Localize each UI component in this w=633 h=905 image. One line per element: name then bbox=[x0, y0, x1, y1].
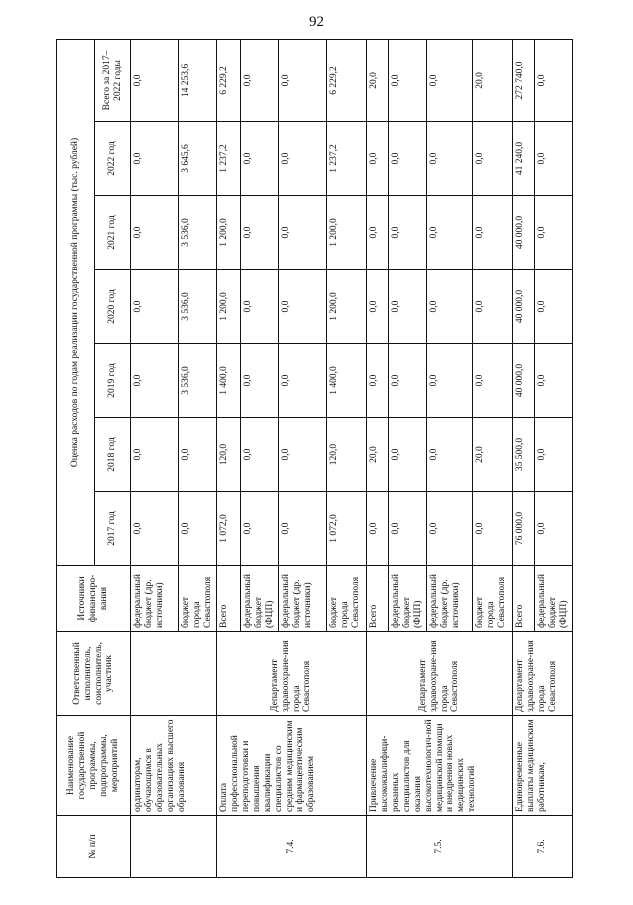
value-cell: 76 000,0 bbox=[513, 492, 535, 566]
value-cell: 3 645,6 bbox=[179, 122, 217, 196]
header-year-2019: 2019 год bbox=[95, 344, 131, 418]
value-cell: 1 400,0 bbox=[217, 344, 241, 418]
value-cell: 20,0 bbox=[367, 39, 389, 121]
row-executor bbox=[131, 632, 217, 716]
value-cell: 0,0 bbox=[389, 270, 427, 344]
value-cell: 20,0 bbox=[473, 39, 513, 121]
value-cell: 0,0 bbox=[427, 39, 473, 121]
value-cell: 272 740,0 bbox=[513, 39, 535, 121]
header-estimate: Оценка расходов по годам реализации государственной программы (тыс. рублей) bbox=[57, 39, 95, 565]
row-source: федеральный бюджет (ФЦП) bbox=[535, 566, 573, 632]
row-executor: Департамент здравоохране-ния города Севастополя bbox=[367, 632, 513, 716]
page-number: 92 bbox=[309, 14, 324, 30]
value-cell: 0,0 bbox=[131, 492, 179, 566]
row-name: ординаторам, обучающимся в образовательных организациях высшего образования bbox=[131, 716, 217, 816]
header-year-2022: 2022 год bbox=[95, 122, 131, 196]
budget-table bbox=[56, 39, 573, 878]
value-cell: 0,0 bbox=[279, 492, 327, 566]
value-cell: 0,0 bbox=[427, 122, 473, 196]
value-cell: 0,0 bbox=[279, 418, 327, 492]
header-executor: Ответственный исполнитель, соисполнитель, участник bbox=[57, 632, 131, 716]
row-name: Оплата профессиональной переподготовки и повышения квалификации специалистов со средним медицинским и фармацевтическим образованием bbox=[217, 716, 367, 816]
value-cell: 0,0 bbox=[179, 492, 217, 566]
value-cell: 0,0 bbox=[367, 196, 389, 270]
value-cell: 3 536,0 bbox=[179, 196, 217, 270]
row-source: Всего bbox=[513, 566, 535, 632]
value-cell: 0,0 bbox=[131, 418, 179, 492]
value-cell: 0,0 bbox=[241, 344, 279, 418]
value-cell: 0,0 bbox=[535, 39, 573, 121]
table-row bbox=[367, 39, 389, 877]
value-cell: 0,0 bbox=[241, 270, 279, 344]
value-cell: 0,0 bbox=[279, 196, 327, 270]
value-cell: 0,0 bbox=[535, 196, 573, 270]
header-year-2017: 2017 год bbox=[95, 492, 131, 566]
value-cell: 0,0 bbox=[427, 344, 473, 418]
value-cell: 0,0 bbox=[427, 270, 473, 344]
value-cell: 0,0 bbox=[473, 196, 513, 270]
value-cell: 0,0 bbox=[473, 270, 513, 344]
header-source: Источники финансиро-вания bbox=[57, 566, 131, 632]
value-cell: 0,0 bbox=[241, 492, 279, 566]
value-cell: 0,0 bbox=[279, 270, 327, 344]
header-no: № п/п bbox=[57, 816, 131, 878]
value-cell: 0,0 bbox=[241, 196, 279, 270]
value-cell: 1 200,0 bbox=[327, 270, 367, 344]
value-cell: 14 253,6 bbox=[179, 39, 217, 121]
value-cell: 120,0 bbox=[217, 418, 241, 492]
value-cell: 1 400,0 bbox=[327, 344, 367, 418]
value-cell: 20,0 bbox=[367, 418, 389, 492]
value-cell: 0,0 bbox=[367, 122, 389, 196]
value-cell: 0,0 bbox=[131, 39, 179, 121]
row-source: федеральный бюджет (ФЦП) bbox=[389, 566, 427, 632]
value-cell: 0,0 bbox=[389, 196, 427, 270]
row-number bbox=[131, 816, 217, 878]
rotated-table-wrapper bbox=[56, 40, 569, 878]
value-cell: 0,0 bbox=[427, 196, 473, 270]
value-cell: 41 240,0 bbox=[513, 122, 535, 196]
value-cell: 0,0 bbox=[535, 122, 573, 196]
value-cell: 40 000,0 bbox=[513, 344, 535, 418]
value-cell: 1 237,2 bbox=[217, 122, 241, 196]
value-cell: 0,0 bbox=[389, 492, 427, 566]
value-cell: 120,0 bbox=[327, 418, 367, 492]
row-source: Всего bbox=[367, 566, 389, 632]
header-year-2020: 2020 год bbox=[95, 270, 131, 344]
value-cell: 0,0 bbox=[535, 270, 573, 344]
row-source: федеральный бюджет (ФЦП) bbox=[241, 566, 279, 632]
header-total: Всего за 2017–2022 годы bbox=[95, 39, 131, 121]
value-cell: 0,0 bbox=[473, 492, 513, 566]
row-source: федеральный бюджет (др. источники) bbox=[427, 566, 473, 632]
value-cell: 0,0 bbox=[367, 344, 389, 418]
row-source: федеральный бюджет (др. источники) bbox=[131, 566, 179, 632]
value-cell: 0,0 bbox=[389, 418, 427, 492]
header-year-2021: 2021 год bbox=[95, 196, 131, 270]
value-cell: 0,0 bbox=[279, 344, 327, 418]
value-cell: 0,0 bbox=[241, 122, 279, 196]
value-cell: 0,0 bbox=[427, 418, 473, 492]
value-cell: 0,0 bbox=[473, 344, 513, 418]
row-name: Привлечение высококвалифици-рованных специалистов для оказания высокотехнологич-ной медицинской помощи и внедрения новых медицинских технологий bbox=[367, 716, 513, 816]
value-cell: 0,0 bbox=[535, 418, 573, 492]
value-cell: 0,0 bbox=[279, 39, 327, 121]
value-cell: 0,0 bbox=[389, 122, 427, 196]
value-cell: 0,0 bbox=[131, 344, 179, 418]
value-cell: 40 000,0 bbox=[513, 270, 535, 344]
row-number: 7.5. bbox=[367, 816, 513, 878]
value-cell: 6 229,2 bbox=[327, 39, 367, 121]
header-year-2018: 2018 год bbox=[95, 418, 131, 492]
row-source: Всего bbox=[217, 566, 241, 632]
header-name: Наименование государственной программы, подпрограммы, мероприятий bbox=[57, 716, 131, 816]
value-cell: 0,0 bbox=[279, 122, 327, 196]
value-cell: 0,0 bbox=[427, 492, 473, 566]
value-cell: 6 229,2 bbox=[217, 39, 241, 121]
value-cell: 1 200,0 bbox=[217, 196, 241, 270]
value-cell: 35 500,0 bbox=[513, 418, 535, 492]
value-cell: 3 536,0 bbox=[179, 270, 217, 344]
value-cell: 1 072,0 bbox=[217, 492, 241, 566]
value-cell: 20,0 bbox=[473, 418, 513, 492]
value-cell: 40 000,0 bbox=[513, 196, 535, 270]
row-number: 7.4. bbox=[217, 816, 367, 878]
value-cell: 0,0 bbox=[473, 122, 513, 196]
row-source: федеральный бюджет (др. источники) bbox=[279, 566, 327, 632]
row-source: бюджет города Севастополя bbox=[179, 566, 217, 632]
value-cell: 0,0 bbox=[131, 122, 179, 196]
value-cell: 0,0 bbox=[535, 492, 573, 566]
row-source: бюджет города Севастополя bbox=[473, 566, 513, 632]
value-cell: 0,0 bbox=[241, 418, 279, 492]
value-cell: 0,0 bbox=[389, 344, 427, 418]
value-cell: 0,0 bbox=[535, 344, 573, 418]
value-cell: 0,0 bbox=[389, 39, 427, 121]
table-row bbox=[217, 39, 241, 877]
value-cell: 1 237,2 bbox=[327, 122, 367, 196]
row-source: бюджет города Севастополя bbox=[327, 566, 367, 632]
value-cell: 0,0 bbox=[367, 270, 389, 344]
value-cell: 0,0 bbox=[131, 196, 179, 270]
value-cell: 0,0 bbox=[179, 418, 217, 492]
table-row bbox=[131, 39, 179, 877]
row-number: 7.6. bbox=[513, 816, 573, 878]
value-cell: 1 200,0 bbox=[327, 196, 367, 270]
value-cell: 0,0 bbox=[367, 492, 389, 566]
value-cell: 3 536,0 bbox=[179, 344, 217, 418]
value-cell: 1 072,0 bbox=[327, 492, 367, 566]
table-row bbox=[513, 39, 535, 877]
value-cell: 0,0 bbox=[131, 270, 179, 344]
row-executor: Департамент здравоохране-ния города Севастополя bbox=[513, 632, 573, 716]
row-name: Единовременные выплаты медицинским работникам, bbox=[513, 716, 573, 816]
value-cell: 0,0 bbox=[241, 39, 279, 121]
row-executor: Департамент здравоохране-ния города Севастополя bbox=[217, 632, 367, 716]
value-cell: 1 200,0 bbox=[217, 270, 241, 344]
